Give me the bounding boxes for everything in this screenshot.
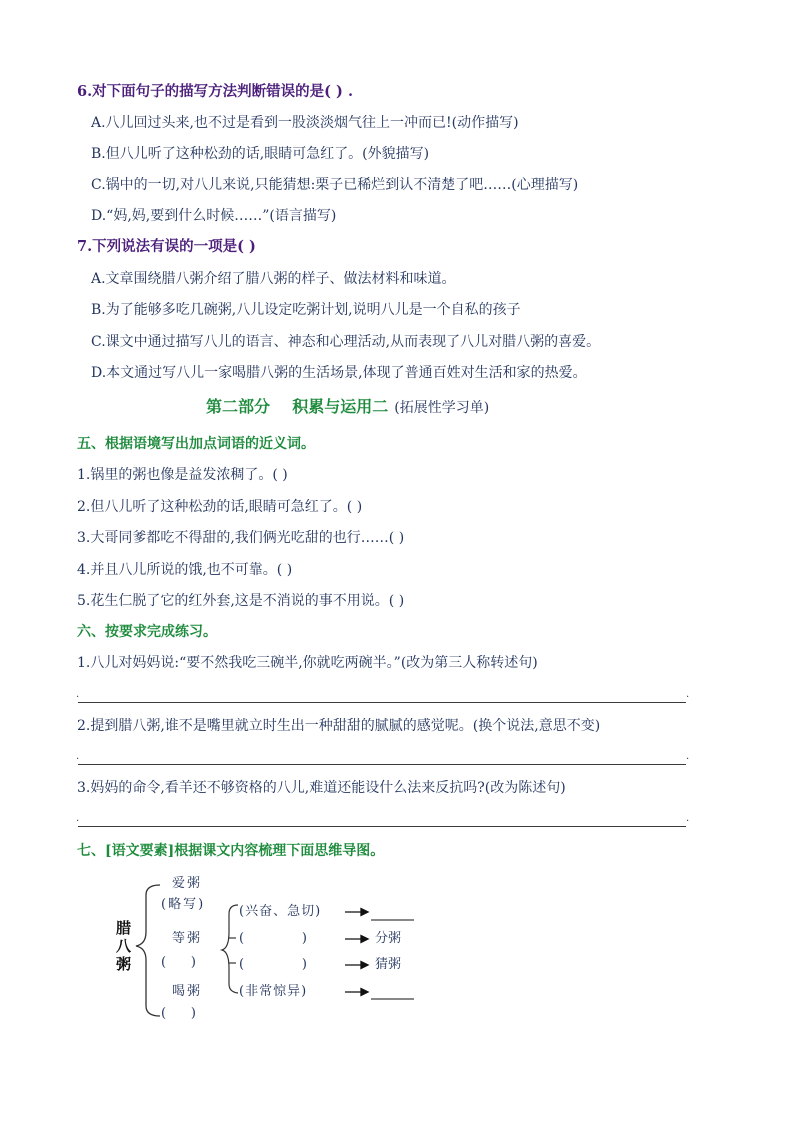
q7-option-d: D.本文通过写八儿一家喝腊八粥的生活场景,体现了普通百姓对生活和家的热爱。 [91,365,587,381]
arrow-1-head [361,909,368,916]
answer-dot: . [686,751,690,762]
part2-subtitle: (拓展性学习单) [394,400,490,416]
answer-dot: . [76,813,80,824]
arrow-2-head [361,936,368,943]
q7-title: 7.下列说法有误的一项是( ) [77,238,256,255]
answer-dot: . [76,689,80,700]
root-char-1: 腊 [116,919,132,937]
answer-dot: . [686,813,690,824]
branch-love-note: (略写) [161,897,206,912]
sec6-item-2: 2.提到腊八粥,谁不是嘴里就立时生出一种甜甜的腻腻的感觉呢。(换个说法,意思不变) [77,718,601,734]
q6-option-a: A.八儿回过头来,也不过是看到一股淡淡烟气往上一冲而已!(动作描写) [91,115,519,131]
sec5-item-4: 4.并且八儿所说的饿,也不可靠。( ) [77,562,293,578]
sec6-item-3: 3.妈妈的命令,看羊还不够资格的八儿,难道还能设什么法来反抗吗?(改为陈述句) [77,780,566,796]
wait-emotion-1: (兴奋、急切) [239,904,322,919]
answer-dot: . [76,751,80,762]
arrow-4-head [361,989,368,996]
q6-title: 6.对下面句子的描写方法判断错误的是( ) . [77,83,354,100]
branch-wait: 等粥 [172,931,203,946]
q7-option-c: C.课文中通过描写八儿的语言、神态和心理活动,从而表现了八儿对腊八粥的喜爱。 [91,334,601,350]
sec5-item-2: 2.但八儿听了这种松劲的话,眼睛可急红了。( ) [77,499,363,515]
wait-emotion-2[interactable]: ( ) [239,931,307,946]
sec6-item-1: 1.八儿对妈妈说:“要不然我吃三碗半,你就吃两碗半。”(改为第三人称转述句) [77,655,538,671]
wait-result-2: 分粥 [375,931,402,946]
root-char-3: 粥 [116,955,132,973]
sec5-item-3: 3.大哥同爹都吃不得甜的,我们俩光吃甜的也行……( ) [77,530,405,546]
arrow-3-head [361,962,368,969]
branch-drink-note[interactable]: ( ) [161,1006,196,1021]
q6-option-c: C.锅中的一切,对八儿来说,只能猜想:栗子已稀烂到认不清楚了吧……(心理描写) [91,177,579,193]
root-char-2: 八 [116,937,132,955]
sec5-item-5: 5.花生仁脱了它的红外套,这是不消说的事不用说。( ) [77,593,405,609]
sec5-item-1: 1.锅里的粥也像是益发浓稠了。( ) [77,467,288,483]
q6-option-b: B.但八儿听了这种松劲的话,眼睛可急红了。(外貌描写) [91,146,430,162]
branch-love: 爱粥 [172,876,203,891]
branch-drink: 喝粥 [172,984,203,999]
wait-emotion-3[interactable]: ( ) [239,957,307,972]
answer-dot: . [686,689,690,700]
branch-wait-note[interactable]: ( ) [161,955,196,970]
root-brace [136,885,160,1016]
wait-emotion-4: (非常惊异) [239,984,308,999]
sec5-title: 五、根据语境写出加点词语的近义词。 [77,436,315,452]
q6-option-d: D.“妈,妈,要到什么时候……”(语言描写) [91,208,337,224]
sec6-title: 六、按要求完成练习。 [77,624,217,640]
q7-option-a: A.文章围绕腊八粥介绍了腊八粥的样子、做法材料和味道。 [91,271,456,287]
wait-result-3: 猜粥 [375,957,402,972]
wait-brace [222,905,238,993]
q7-option-b: B.为了能够多吃几碗粥,八儿设定吃粥计划,说明八儿是一个自私的孩子 [91,302,521,318]
part2-title: 第二部分 积累与运用二 [206,397,389,416]
sec7-title: 七、[语文要素]根据课文内容梳理下面思维导图。 [77,843,385,859]
